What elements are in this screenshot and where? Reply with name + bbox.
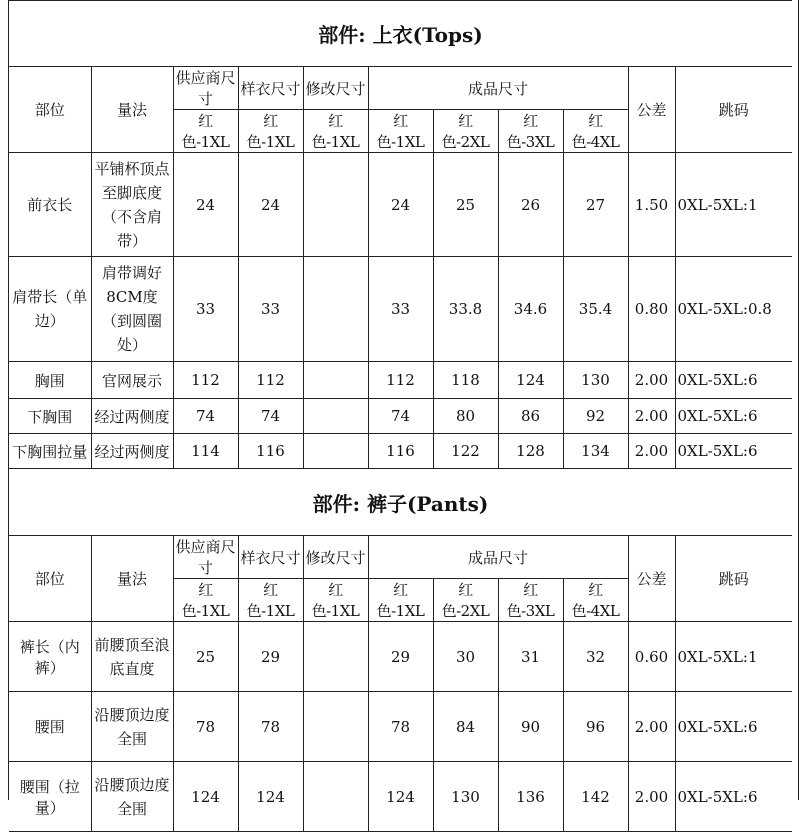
size-3xl-cell: 34.6: [498, 257, 563, 362]
pants-header-grading: 跳码: [675, 536, 792, 622]
tops-header-supplier: 供应商尺寸: [173, 67, 238, 110]
size-2xl-cell: 33.8: [433, 257, 498, 362]
size-4xl-cell: 35.4: [563, 257, 628, 362]
size-2xl-cell: 25: [433, 153, 498, 257]
supplier-cell: 33: [173, 257, 238, 362]
size-2xl-cell: 122: [433, 434, 498, 469]
size-4xl-cell: 32: [563, 622, 628, 692]
pants-title-row: [9, 469, 792, 536]
size-1xl-cell: 24: [368, 153, 433, 257]
revised-cell: [303, 153, 368, 257]
supplier-cell: 25: [173, 622, 238, 692]
size-spec-sheet: [8, 0, 799, 818]
tolerance-cell: 2.00: [628, 362, 675, 399]
tops-size-revised: 红色-1XL: [303, 110, 368, 153]
pants-header-sample: 样衣尺寸: [238, 536, 303, 579]
pants-size-supplier: 红色-1XL: [173, 579, 238, 622]
method-cell: 经过两侧度: [91, 434, 173, 469]
tops-header-sample: 样衣尺寸: [238, 67, 303, 110]
grading-cell: 0XL-5XL:0.8: [675, 257, 792, 362]
size-4xl-cell: 130: [563, 362, 628, 399]
table-row: [9, 434, 792, 469]
size-1xl-cell: 78: [368, 692, 433, 762]
size-spec-table: [9, 0, 792, 832]
grading-cell: 0XL-5XL:6: [675, 362, 792, 399]
pants-section-title: 部件: 裤子(Pants): [9, 469, 792, 536]
sample-cell: 112: [238, 362, 303, 399]
pants-header-part: 部位: [9, 536, 91, 622]
size-4xl-cell: 134: [563, 434, 628, 469]
revised-cell: [303, 622, 368, 692]
tops-size-sample: 红色-1XL: [238, 110, 303, 153]
grading-cell: 0XL-5XL:6: [675, 692, 792, 762]
part-cell: 肩带长（单边）: [9, 257, 91, 362]
pants-size-sample: 红色-1XL: [238, 579, 303, 622]
pants-header-supplier: 供应商尺寸: [173, 536, 238, 579]
size-2xl-cell: 130: [433, 762, 498, 832]
method-cell: 肩带调好8CM度（到圆圈处）: [91, 257, 173, 362]
pants-size-revised: 红色-1XL: [303, 579, 368, 622]
part-cell: 腰围: [9, 692, 91, 762]
revised-cell: [303, 399, 368, 434]
table-row: [9, 762, 792, 832]
sample-cell: 24: [238, 153, 303, 257]
pants-size-1xl: 红色-1XL: [368, 579, 433, 622]
size-2xl-cell: 30: [433, 622, 498, 692]
supplier-cell: 74: [173, 399, 238, 434]
table-row: [9, 362, 792, 399]
supplier-cell: 124: [173, 762, 238, 832]
size-1xl-cell: 33: [368, 257, 433, 362]
size-3xl-cell: 90: [498, 692, 563, 762]
pants-header-row: [9, 536, 792, 579]
tops-header-finished: 成品尺寸: [368, 67, 628, 110]
part-cell: 腰围（拉量）: [9, 762, 91, 832]
sample-cell: 116: [238, 434, 303, 469]
revised-cell: [303, 762, 368, 832]
tops-header-grading: 跳码: [675, 67, 792, 153]
revised-cell: [303, 362, 368, 399]
part-cell: 下胸围: [9, 399, 91, 434]
table-row: [9, 692, 792, 762]
grading-cell: 0XL-5XL:6: [675, 434, 792, 469]
sample-cell: 33: [238, 257, 303, 362]
grading-cell: 0XL-5XL:6: [675, 399, 792, 434]
method-cell: 沿腰顶边度全围: [91, 692, 173, 762]
size-4xl-cell: 92: [563, 399, 628, 434]
table-row: [9, 399, 792, 434]
pants-size-3xl: 红色-3XL: [498, 579, 563, 622]
supplier-cell: 112: [173, 362, 238, 399]
sample-cell: 78: [238, 692, 303, 762]
part-cell: 胸围: [9, 362, 91, 399]
pants-size-2xl: 红色-2XL: [433, 579, 498, 622]
supplier-cell: 78: [173, 692, 238, 762]
method-cell: 平铺杯顶点至脚底度（不含肩带）: [91, 153, 173, 257]
size-1xl-cell: 74: [368, 399, 433, 434]
revised-cell: [303, 257, 368, 362]
tops-header-revised: 修改尺寸: [303, 67, 368, 110]
tops-header-part: 部位: [9, 67, 91, 153]
size-3xl-cell: 31: [498, 622, 563, 692]
tolerance-cell: 2.00: [628, 434, 675, 469]
tolerance-cell: 2.00: [628, 399, 675, 434]
size-3xl-cell: 26: [498, 153, 563, 257]
tolerance-cell: 1.50: [628, 153, 675, 257]
part-cell: 前衣长: [9, 153, 91, 257]
size-2xl-cell: 80: [433, 399, 498, 434]
revised-cell: [303, 692, 368, 762]
tops-size-supplier: 红色-1XL: [173, 110, 238, 153]
tops-header-row: [9, 67, 792, 110]
revised-cell: [303, 434, 368, 469]
tops-size-1xl: 红色-1XL: [368, 110, 433, 153]
method-cell: 官网展示: [91, 362, 173, 399]
tolerance-cell: 0.60: [628, 622, 675, 692]
size-3xl-cell: 128: [498, 434, 563, 469]
size-2xl-cell: 84: [433, 692, 498, 762]
size-3xl-cell: 136: [498, 762, 563, 832]
grading-cell: 0XL-5XL:6: [675, 762, 792, 832]
tolerance-cell: 2.00: [628, 762, 675, 832]
pants-header-method: 量法: [91, 536, 173, 622]
tolerance-cell: 2.00: [628, 692, 675, 762]
tops-header-tolerance: 公差: [628, 67, 675, 153]
size-1xl-cell: 116: [368, 434, 433, 469]
part-cell: 裤长（内裤）: [9, 622, 91, 692]
method-cell: 沿腰顶边度全围: [91, 762, 173, 832]
tops-size-2xl: 红色-2XL: [433, 110, 498, 153]
size-2xl-cell: 118: [433, 362, 498, 399]
tops-title-row: [9, 1, 792, 67]
size-3xl-cell: 86: [498, 399, 563, 434]
tolerance-cell: 0.80: [628, 257, 675, 362]
method-cell: 前腰顶至浪底直度: [91, 622, 173, 692]
part-cell: 下胸围拉量: [9, 434, 91, 469]
tops-size-3xl: 红色-3XL: [498, 110, 563, 153]
size-1xl-cell: 29: [368, 622, 433, 692]
pants-header-tolerance: 公差: [628, 536, 675, 622]
supplier-cell: 24: [173, 153, 238, 257]
table-row: [9, 622, 792, 692]
sample-cell: 29: [238, 622, 303, 692]
pants-header-finished: 成品尺寸: [368, 536, 628, 579]
sample-cell: 74: [238, 399, 303, 434]
size-4xl-cell: 27: [563, 153, 628, 257]
tops-size-4xl: 红色-4XL: [563, 110, 628, 153]
table-row: [9, 257, 792, 362]
supplier-cell: 114: [173, 434, 238, 469]
tops-header-method: 量法: [91, 67, 173, 153]
size-1xl-cell: 112: [368, 362, 433, 399]
size-4xl-cell: 142: [563, 762, 628, 832]
grading-cell: 0XL-5XL:1: [675, 153, 792, 257]
grading-cell: 0XL-5XL:1: [675, 622, 792, 692]
pants-header-revised: 修改尺寸: [303, 536, 368, 579]
tops-section-title: 部件: 上衣(Tops): [9, 1, 792, 67]
size-3xl-cell: 124: [498, 362, 563, 399]
table-row: [9, 153, 792, 257]
size-4xl-cell: 96: [563, 692, 628, 762]
pants-size-4xl: 红色-4XL: [563, 579, 628, 622]
method-cell: 经过两侧度: [91, 399, 173, 434]
sample-cell: 124: [238, 762, 303, 832]
size-1xl-cell: 124: [368, 762, 433, 832]
